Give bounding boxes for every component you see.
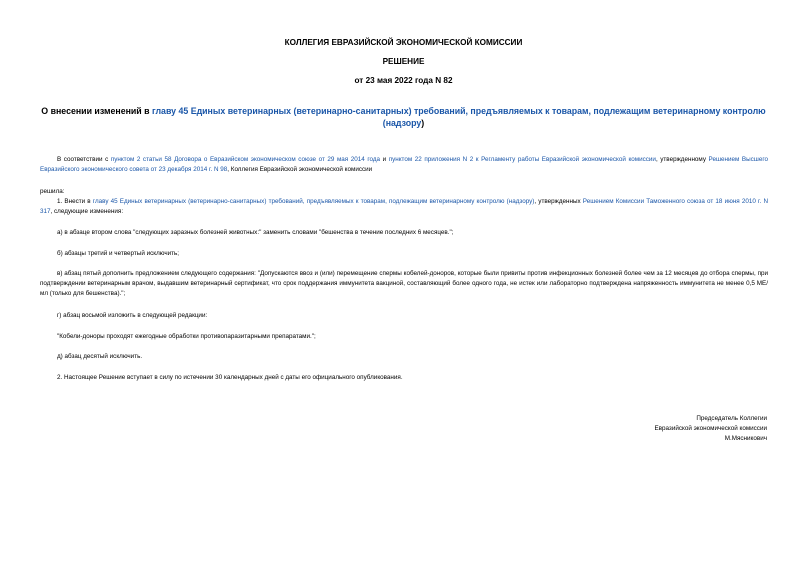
- preamble-paragraph: [40, 155, 768, 175]
- subject-link[interactable]: главу 45 Единых ветеринарных (ветеринарно-санитарных) требований, предъявляемых к товарам, подлежащим ветеринарному контролю (надзору: [152, 106, 766, 128]
- item-1-paragraph: [40, 197, 768, 217]
- item-2-paragraph: 2. Настоящее Решение вступает в силу по истечении 30 календарных дней с даты его официального опубликования.: [57, 374, 403, 381]
- document-subject: [30, 105, 777, 129]
- preamble-link-council-decision[interactable]: Решением Высшего Евразийского экономического совета от 23 декабря 2014 г. N 98: [40, 156, 768, 173]
- change-b: б) абзацы третий и четвертый исключить;: [57, 250, 180, 257]
- preamble-text-1: В соответствии с: [57, 156, 111, 163]
- signature-organization: Евразийской экономической комиссии: [654, 425, 767, 432]
- change-d: д) абзац десятый исключить.: [57, 353, 143, 360]
- change-v: в) абзац пятый дополнить предложением следующего содержания: "Допускаются ввоз и (или) перемещение спермы кобелей-доноров, которые были привиты против инфекционных болезней более чем за 12 месяцев до отбора спермы, при подтверждении ветеринарным врачом, выдавшим ветеринарный сертификат, что срок поддержания иммунитета вакциной, составляющий более одного года, не истек или лабораторно подтверждена напряженность иммунитета не менее 0,5 МЕ/мл (только для бешенства).";: [40, 270, 768, 297]
- subject-suffix: ): [421, 118, 425, 128]
- organization-title: КОЛЛЕГИЯ ЕВРАЗИЙСКОЙ ЭКОНОМИЧЕСКОЙ КОМИССИИ: [284, 38, 523, 47]
- change-g: г) абзац восьмой изложить в следующей редакции:: [57, 312, 208, 319]
- change-g-quote: "Кобели-доноры проходят ежегодные обработки противопаразитарными препаратами.";: [57, 333, 316, 340]
- item1-text-1: 1. Внести в: [57, 198, 93, 205]
- subject-prefix: О внесении изменений в: [41, 106, 153, 116]
- signature-position: Председатель Коллегии: [696, 415, 767, 422]
- item1-text-3: , следующие изменения:: [50, 207, 124, 215]
- item1-link-chapter[interactable]: главу 45 Единых ветеринарных (ветеринарно-санитарных) требований, предъявляемых к товарам, подлежащим ветеринарному контролю (надзору): [92, 198, 535, 205]
- preamble-text-2: и: [380, 156, 389, 163]
- decided-label: решила:: [40, 188, 65, 195]
- signature-name: М.Мясникович: [724, 435, 767, 442]
- item1-text-2: , утвержденных: [534, 198, 583, 205]
- preamble-text-3: , утвержденному: [655, 156, 709, 163]
- preamble-link-regulation[interactable]: пунктом 22 приложения N 2 к Регламенту работы Евразийской экономической комиссии: [388, 156, 656, 163]
- document-type: РЕШЕНИЕ: [382, 57, 425, 66]
- preamble-text-4: , Коллегия Евразийской экономической комиссии: [227, 165, 373, 173]
- item1-link-commission-decision[interactable]: Решением Комиссии Таможенного союза от 18 июня 2010 г. N 317: [40, 198, 769, 215]
- document-date-number: от 23 мая 2022 года N 82: [354, 76, 453, 85]
- change-a: а) в абзаце втором слова "следующих заразных болезней животных:" заменить словами "бешенства в течение последних 6 месяцев.";: [57, 229, 454, 236]
- preamble-link-treaty[interactable]: пунктом 2 статьи 58 Договора о Евразийском экономическом союзе от 29 мая 2014 года: [110, 156, 381, 163]
